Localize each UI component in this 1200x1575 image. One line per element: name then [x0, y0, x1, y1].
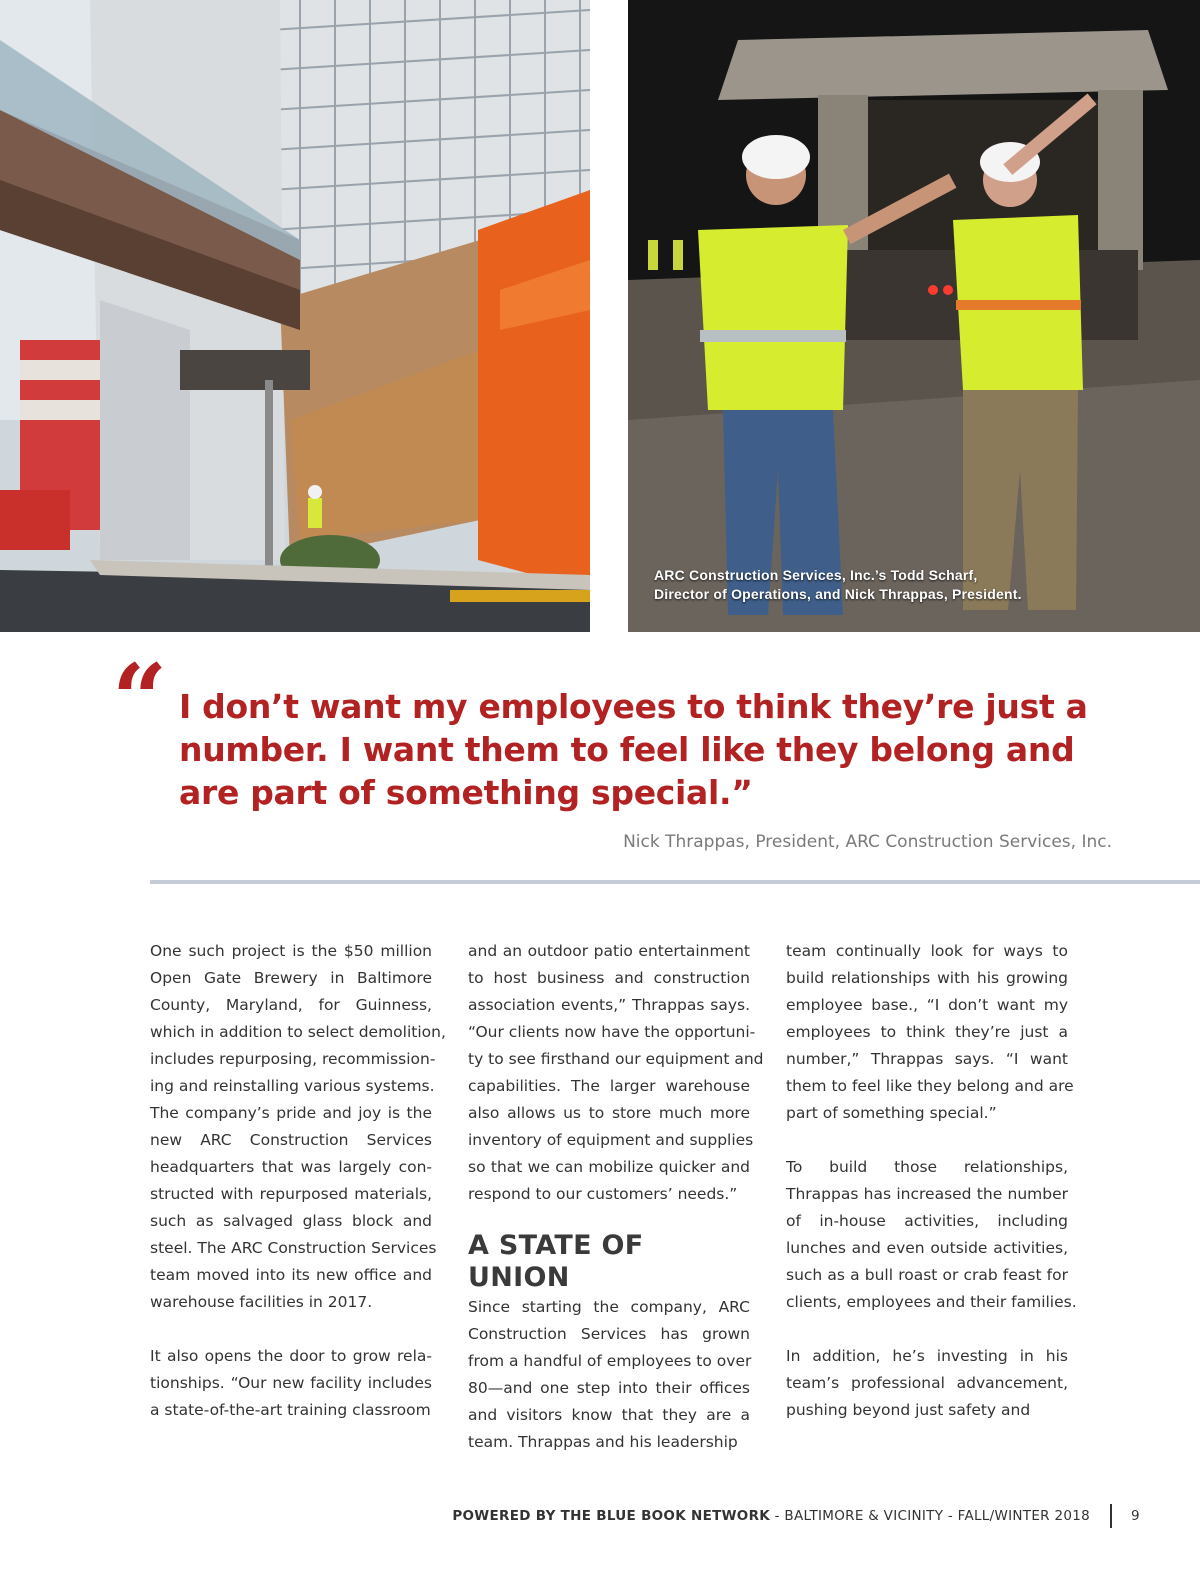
text-line: also allows us to store much more: [468, 1104, 750, 1122]
text-line: Thrappas has increased the number: [786, 1185, 1068, 1203]
text-line: capabilities. The larger warehouse: [468, 1077, 750, 1095]
text-line: ty to see firsthand our equipment and: [468, 1050, 764, 1068]
photo-caption: [654, 566, 1022, 604]
text-line: number,” Thrappas says. “I want: [786, 1050, 1068, 1068]
workers-night-image: [628, 0, 1200, 632]
text-line: team moved into its new office and: [150, 1266, 432, 1284]
text-line: employees to think they’re just a: [786, 1023, 1068, 1041]
paragraph: [150, 938, 446, 1316]
section-heading: A STATE OF UNION: [468, 1230, 644, 1293]
pull-quote: [179, 685, 1088, 814]
text-line: team continually look for ways to: [786, 942, 1068, 960]
text-line: Construction Services has grown: [468, 1325, 750, 1343]
pull-quote-line: I don’t want my employees to think they’re just a: [179, 687, 1088, 726]
text-line: such as salvaged glass block and: [150, 1212, 432, 1230]
text-line: County, Maryland, for Guinness,: [150, 996, 432, 1014]
text-line: them to feel like they belong and are: [786, 1077, 1074, 1095]
text-line: from a handful of employees to over: [468, 1352, 752, 1370]
section-divider: [150, 880, 1200, 884]
building-demolition-image: [0, 0, 590, 632]
footer-brand: POWERED BY THE BLUE BOOK NETWORK: [452, 1508, 771, 1524]
quote-attribution: Nick Thrappas, President, ARC Construction Services, Inc.: [623, 832, 1112, 852]
text-line: includes repurposing, recommission-: [150, 1050, 436, 1068]
article-column-2: [468, 938, 764, 1456]
text-line: In addition, he’s investing in his: [786, 1347, 1068, 1365]
caption-line: Director of Operations, and Nick Thrappas, President.: [654, 586, 1022, 602]
paragraph: [468, 1294, 750, 1456]
text-line: respond to our customers’ needs.”: [468, 1185, 738, 1203]
paragraph: [786, 1343, 1068, 1424]
paragraph: [150, 1343, 432, 1424]
text-line: to host business and construction: [468, 969, 750, 987]
text-line: “Our clients now have the opportuni-: [468, 1023, 756, 1041]
footer-separator: [1110, 1504, 1112, 1528]
text-line: employee base., “I don’t want my: [786, 996, 1068, 1014]
text-line: pushing beyond just safety and: [786, 1401, 1031, 1419]
workers-night-photo: [628, 0, 1200, 632]
text-line: which in addition to select demolition,: [150, 1023, 446, 1041]
quote-mark-icon: “: [112, 643, 168, 756]
paragraph: [786, 1154, 1077, 1316]
text-line: 80—and one step into their offices: [468, 1379, 750, 1397]
pull-quote-line: number. I want them to feel like they belong and: [179, 730, 1075, 769]
text-line: new ARC Construction Services: [150, 1131, 432, 1149]
text-line: tionships. “Our new facility includes: [150, 1374, 432, 1392]
text-line: One such project is the $50 million: [150, 942, 432, 960]
paragraph: [786, 938, 1074, 1127]
text-line: ing and reinstalling various systems.: [150, 1077, 435, 1095]
article-column-1: [150, 938, 446, 1424]
text-line: lunches and even outside activities,: [786, 1239, 1068, 1257]
text-line: of in-house activities, including: [786, 1212, 1068, 1230]
footer-issue: - BALTIMORE & VICINITY - FALL/WINTER 2018: [770, 1508, 1090, 1524]
text-line: Since starting the company, ARC: [468, 1298, 750, 1316]
text-line: structed with repurposed materials,: [150, 1185, 432, 1203]
text-line: team. Thrappas and his leadership: [468, 1433, 738, 1451]
text-line: build relationships with his growing: [786, 969, 1068, 987]
paragraph: [468, 938, 764, 1208]
text-line: association events,” Thrappas says.: [468, 996, 750, 1014]
text-line: such as a bull roast or crab feast for: [786, 1266, 1068, 1284]
caption-line: ARC Construction Services, Inc.’s Todd Scharf,: [654, 567, 978, 583]
text-line: To build those relationships,: [786, 1158, 1068, 1176]
text-line: and an outdoor patio entertainment: [468, 942, 750, 960]
text-line: team’s professional advancement,: [786, 1374, 1068, 1392]
text-line: so that we can mobilize quicker and: [468, 1158, 750, 1176]
text-line: warehouse facilities in 2017.: [150, 1293, 373, 1311]
text-line: and visitors know that they are a: [468, 1406, 750, 1424]
article-column-3: [786, 938, 1077, 1424]
text-line: The company’s pride and joy is the: [150, 1104, 432, 1122]
pull-quote-line: are part of something special.”: [179, 773, 753, 812]
page-footer: [452, 1507, 1090, 1525]
page-number: 9: [1131, 1508, 1140, 1524]
text-line: Open Gate Brewery in Baltimore: [150, 969, 432, 987]
text-line: It also opens the door to grow rela-: [150, 1347, 432, 1365]
text-line: clients, employees and their families.: [786, 1293, 1077, 1311]
text-line: headquarters that was largely con-: [150, 1158, 432, 1176]
building-demolition-photo: [0, 0, 590, 632]
text-line: inventory of equipment and supplies: [468, 1131, 754, 1149]
text-line: a state-of-the-art training classroom: [150, 1401, 431, 1419]
text-line: part of something special.”: [786, 1104, 997, 1122]
text-line: steel. The ARC Construction Services: [150, 1239, 437, 1257]
